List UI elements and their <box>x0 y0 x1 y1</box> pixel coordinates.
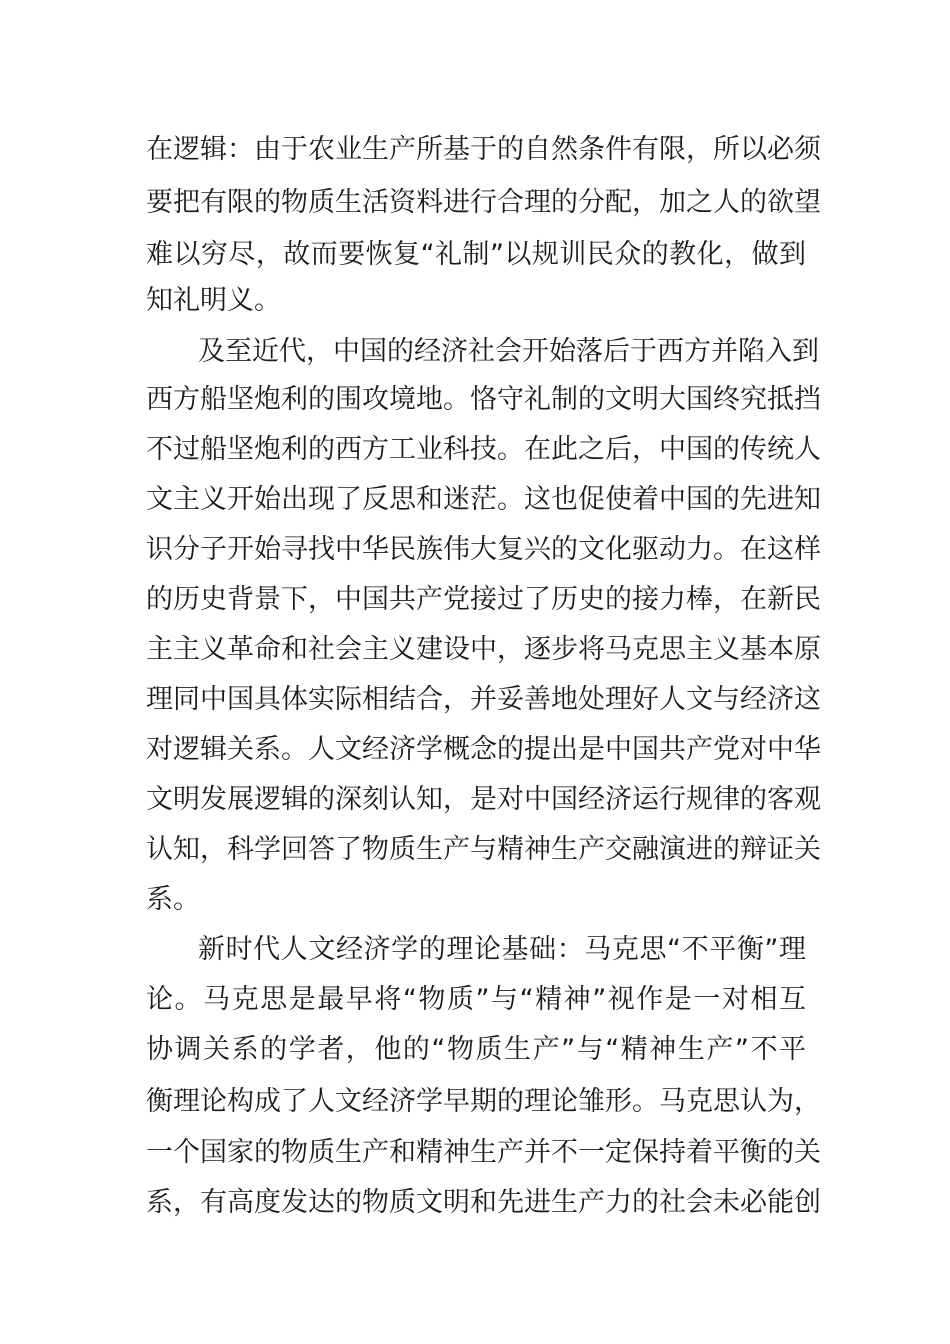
text-line: 的历史背景下，中国共产党接过了历史的接力棒，在新民 <box>146 584 821 615</box>
text-line: 文明发展逻辑的深刻认知，是对中国经济运行规律的客观 <box>146 784 821 815</box>
text-line: 认知，科学回答了物质生产与精神生产交融演进的辩证关 <box>146 834 821 865</box>
text-line: 西方船坚炮利的围攻境地。恪守礼制的文明大国终究抵挡 <box>146 384 821 415</box>
text-line: 知礼明义。 <box>146 285 281 316</box>
text-line: 协调关系的学者，他的“物质生产”与“精神生产”不平 <box>146 1034 806 1065</box>
text-line: 难以穷尽，故而要恢复“礼制”以规训民众的教化，做到 <box>146 239 806 270</box>
text-line: 识分子开始寻找中华民族伟大复兴的文化驱动力。在这样 <box>146 534 821 565</box>
text-line: 在逻辑：由于农业生产所基于的自然条件有限，所以必须 <box>146 134 821 165</box>
text-line: 及至近代，中国的经济社会开始落后于西方并陷入到 <box>198 336 819 367</box>
text-line: 一个国家的物质生产和精神生产并不一定保持着平衡的关 <box>146 1137 821 1168</box>
text-line: 衡理论构成了人文经济学早期的理论雏形。马克思认为， <box>146 1086 821 1117</box>
text-line: 不过船坚炮利的西方工业科技。在此之后，中国的传统人 <box>146 434 821 465</box>
text-line: 对逻辑关系。人文经济学概念的提出是中国共产党对中华 <box>146 734 821 765</box>
text-line: 主主义革命和社会主义建设中，逐步将马克思主义基本原 <box>146 634 821 665</box>
text-line: 新时代人文经济学的理论基础：马克思“不平衡”理 <box>198 934 806 965</box>
text-line: 系，有高度发达的物质文明和先进生产力的社会未必能创 <box>146 1187 821 1218</box>
text-line: 文主义开始出现了反思和迷茫。这也促使着中国的先进知 <box>146 484 821 515</box>
text-line: 系。 <box>146 884 200 915</box>
text-line: 要把有限的物质生活资料进行合理的分配，加之人的欲望 <box>146 187 821 218</box>
text-line: 理同中国具体实际相结合，并妥善地处理好人文与经济这 <box>146 684 821 715</box>
text-line: 论。马克思是最早将“物质”与“精神”视作是一对相互 <box>146 984 806 1015</box>
